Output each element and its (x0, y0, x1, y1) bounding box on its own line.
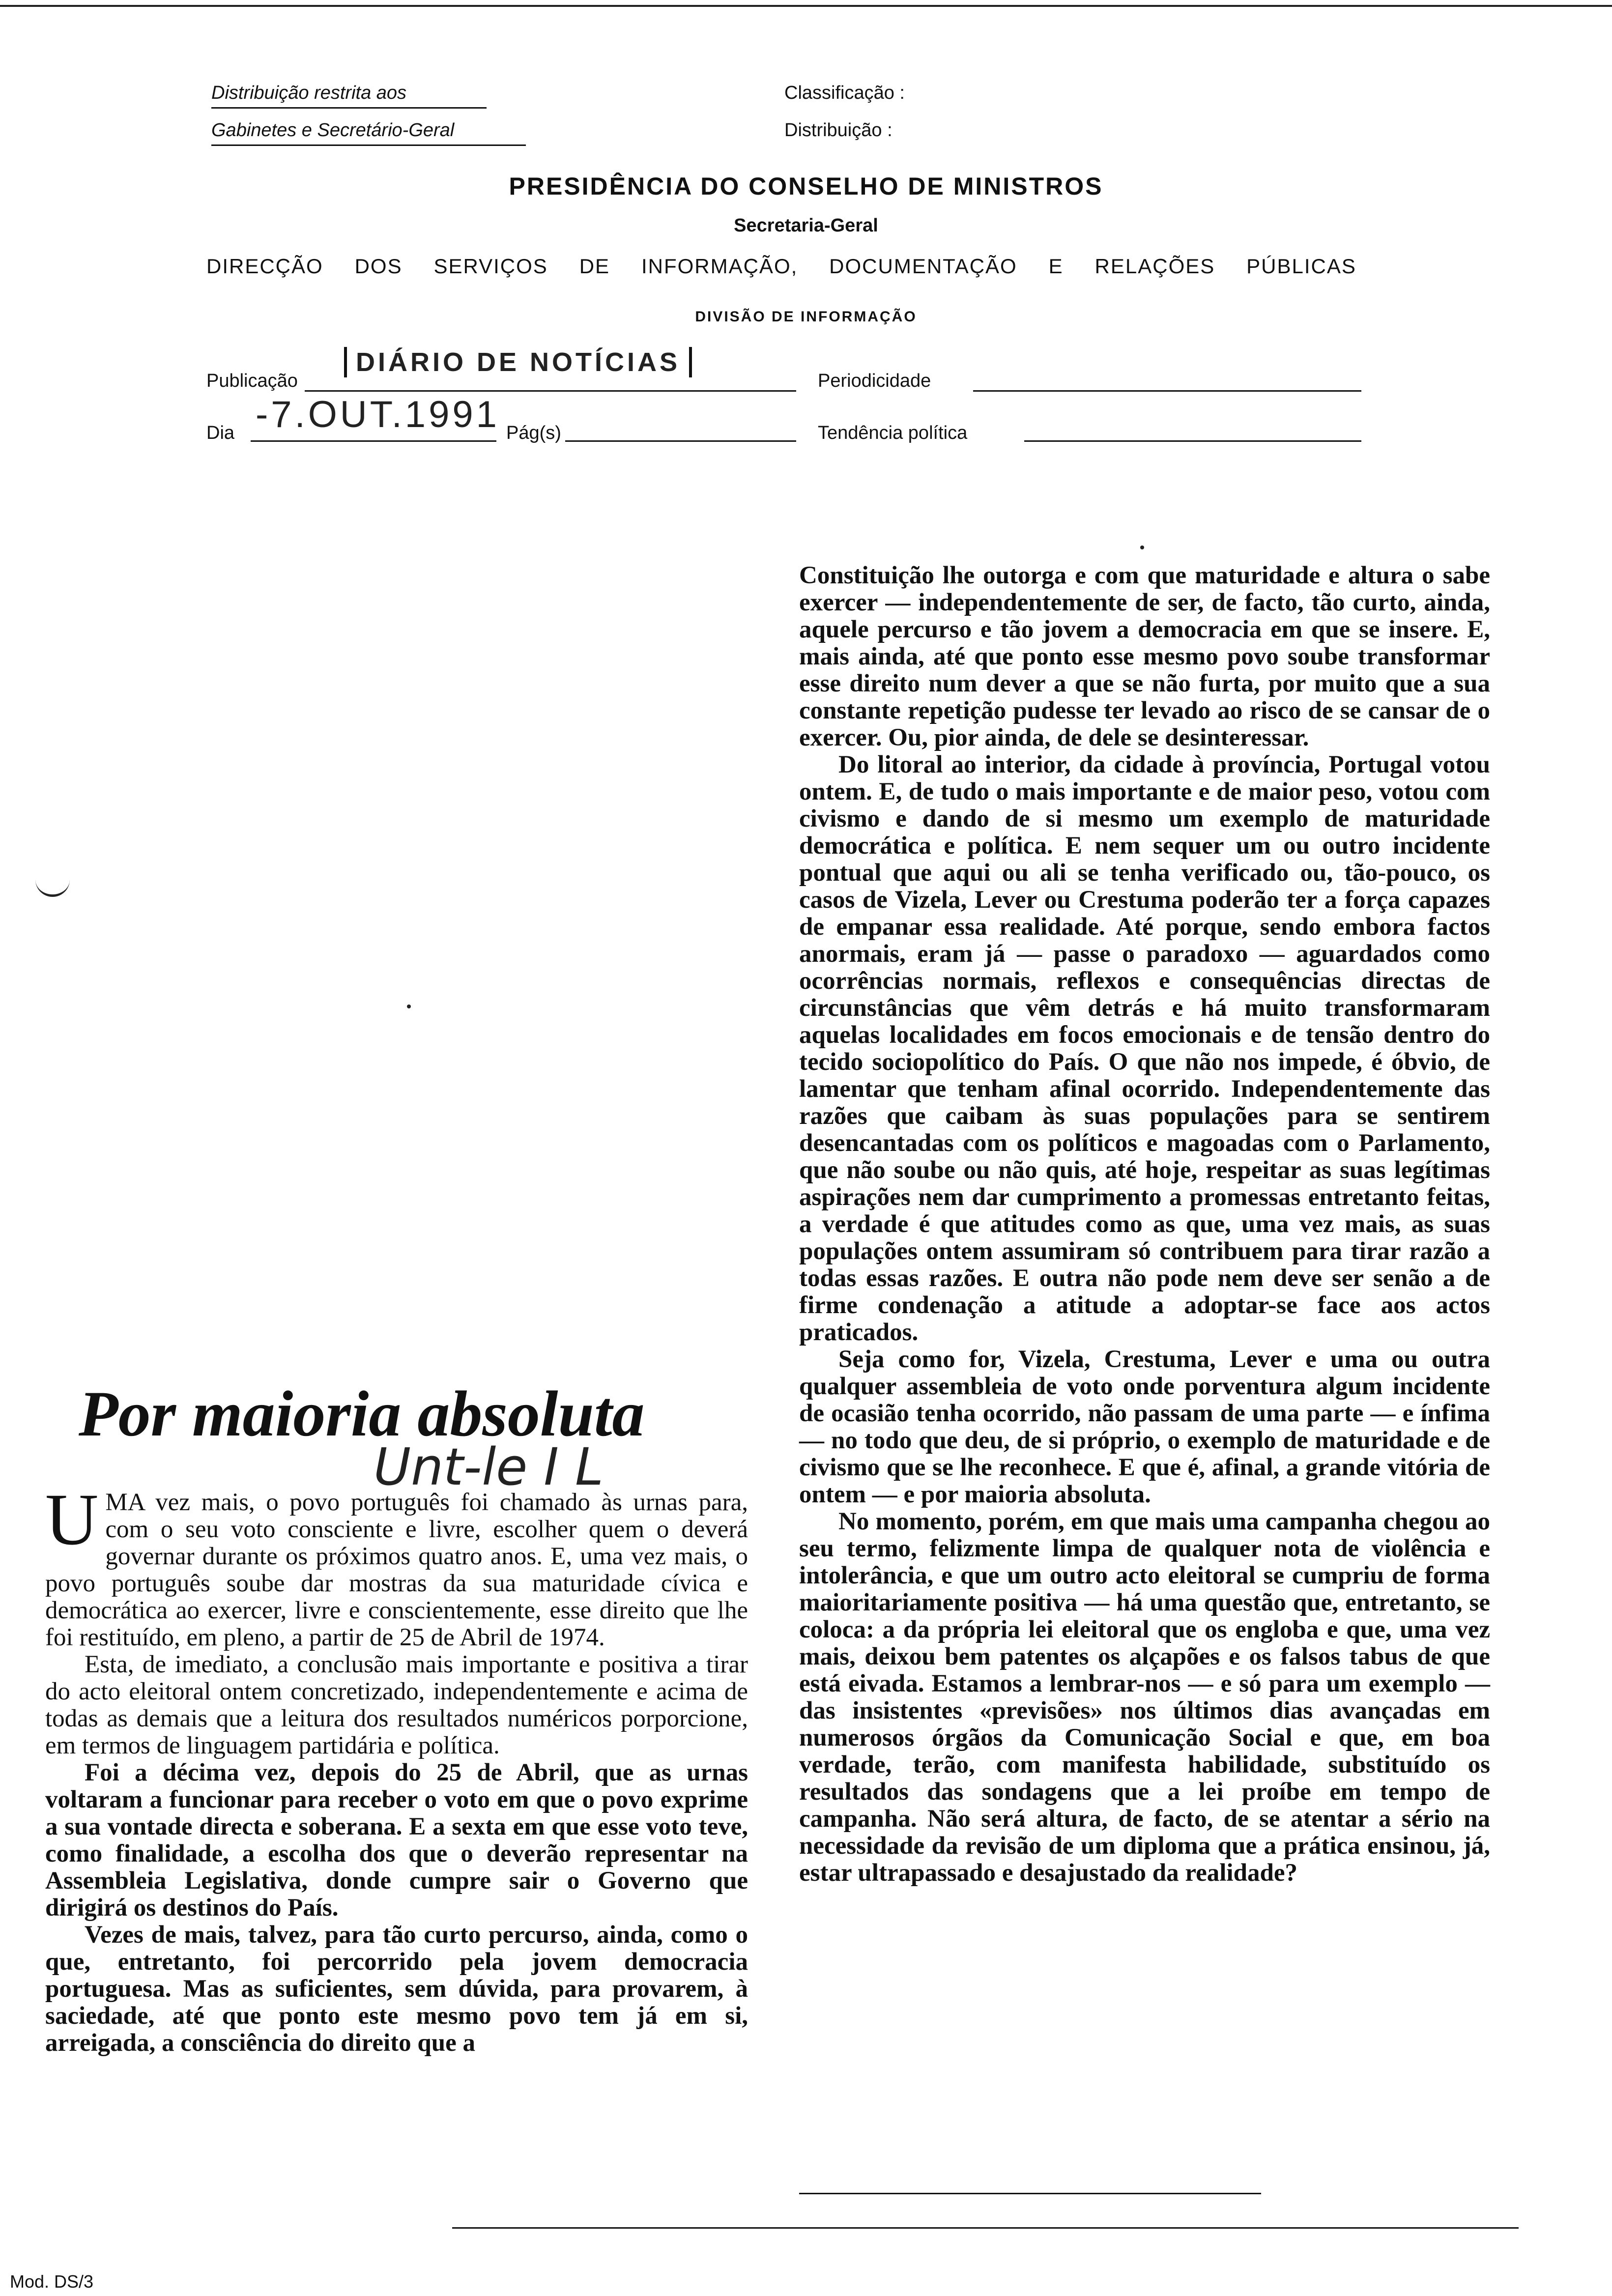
division-label: DIVISÃO DE INFORMAÇÃO (695, 309, 917, 325)
distribution-restriction-line1: Distribuição restrita aos (211, 83, 407, 103)
left-paragraph-4: Vezes de mais, talvez, para tão curto percurso, ainda, como o que, entretanto, foi percorrido pela jovem democracia portuguesa. Mas as suficientes, sem dúvida, para provarem, à saciedade, até que ponto este mesmo povo tem já em si, arreigada, a consciência do direito que a (45, 1921, 748, 2057)
dia-line (251, 440, 496, 442)
underline (211, 144, 526, 146)
right-paragraph-4: No momento, porém, em que mais uma campanha chegou ao seu termo, felizmente limpa de qualquer nota de violência e intolerância, e que um outro acto eleitoral se cumpriu de forma maioritariamente positiva — há uma questão que, entretanto, se coloca: a da própria lei eleitoral que os engloba e que, uma vez mais, deixou bem patentes os alçapões e os falsos tabus de que está eivada. Estamos a lembrar-nos — e só para um exemplo — das insistentes «previsões» nos últimos dias avançadas em numerosos órgãos da Comunicação Social e que, em boa verdade, terão, com manifesta habilidade, substituído os resultados das sondagens que a lei proíbe em tempo de campanha. Não será altura, de facto, de se atentar a sério na necessidade da revisão de um diploma que a prática ensinou, já, estar ultrapassado e desajustado da realidade? (799, 1508, 1490, 1887)
publicacao-label: Publicação (206, 371, 298, 391)
direction-word: RELAÇÕES (1094, 255, 1215, 278)
left-paragraph-2: Esta, de imediato, a conclusão mais importante e positiva a tirar do acto eleitoral ontem concretizado, independentemente e acima de todas as demais que a leitura dos resultados numéricos porporcione, em termos de linguagem partidária e política. (45, 1651, 748, 1759)
direction-word: DOCUMENTAÇÃO (829, 255, 1017, 278)
classificacao-label: Classificação : (784, 83, 905, 103)
pags-line (565, 440, 796, 442)
page-title: PRESIDÊNCIA DO CONSELHO DE MINISTROS (509, 172, 1103, 200)
direction-word: PÚBLICAS (1246, 255, 1356, 278)
tendencia-label: Tendência política (818, 423, 968, 443)
periodicidade-label: Periodicidade (818, 371, 931, 391)
periodicidade-line (973, 390, 1361, 392)
left-paragraph-1: UMA vez mais, o povo português foi chamado às urnas para, com o seu voto consciente e livre, escolher quem o deverá governar durante os próximos quatro anos. E, uma vez mais, o povo português soube dar mostras da sua maturidade cívica e democrática ao exercer, livre e conscientemente, esse direito que lhe foi restituído, em pleno, a partir de 25 de Abril de 1974. (45, 1479, 748, 1651)
direction-word: DIRECÇÃO (206, 255, 323, 278)
article-left-column (45, 1479, 748, 2057)
speck (407, 1004, 411, 1008)
article-headline: Por maioria absoluta (79, 1378, 645, 1450)
publicacao-line (305, 390, 796, 392)
article-right-column (799, 562, 1490, 1887)
direction-word: SERVIÇOS (433, 255, 548, 278)
right-paragraph-1: Constituição lhe outorga e com que maturidade e altura o sabe exercer — independentemente de ser, de facto, tão curto, ainda, aquele percurso e tão jovem a democracia em que se insere. E, mais ainda, até que ponto esse mesmo povo soube transformar esse direito num dever a que se não furta, por muito que a sua constante repetição pudesse ter levado ao risco de se cansar de o exercer. Ou, pior ainda, de dele se desinteressar. (799, 562, 1490, 751)
date-stamp: -7.OUT.1991 (256, 394, 500, 435)
underline (211, 107, 487, 109)
distribuicao-label: Distribuição : (784, 120, 892, 141)
top-rule (0, 5, 1612, 7)
form-model-number: Mod. DS/3 (10, 2271, 94, 2292)
direction-word: DOS (354, 255, 403, 278)
publication-stamp: DIÁRIO DE NOTÍCIAS (344, 347, 692, 377)
distribution-restriction-line2: Gabinetes e Secretário-Geral (211, 120, 455, 141)
tendencia-line (1024, 440, 1361, 442)
speck (1140, 545, 1144, 549)
column-end-rule (799, 2193, 1261, 2194)
drop-cap: U (45, 1479, 99, 1560)
bottom-rule (452, 2227, 1519, 2229)
right-paragraph-2: Do litoral ao interior, da cidade à província, Portugal votou ontem. E, de tudo o mais importante e de maior peso, votou com civismo e dando de si mesmo um exemplo de maturidade democrática e política. E nem sequer um ou outro incidente pontual que aqui ou ali se tenha verificado ou, tão-pouco, os casos de Vizela, Lever ou Crestuma poderão ter a força capazes de empanar essa realidade. Até porque, sendo embora factos anormais, eram já — passe o paradoxo — aguardados como ocorrências normais, reflexos e consequências directas de circunstâncias que vêm detrás e há muito transformaram aquelas localidades em focos emocionais e de tensão dentro do tecido sociopolítico do País. O que não nos impede, é óbvio, de lamentar que tenham afinal ocorrido. Independentemente das razões que caibam às suas populações para se sentirem desencantadas com os políticos e magoadas com o Parlamento, que não soube ou não quis, até hoje, respeitar as suas legítimas aspirações nem dar cumprimento a promessas entretanto feitas, a verdade é que atitudes como as que, uma vez mais, as suas populações ontem assumiram só contribuem para tirar razão a todas essas razões. E outra não pode nem deve ser senão a de firme condenação a atitude a adoptar-se face aos actos praticados. (799, 751, 1490, 1346)
direction-word: E (1048, 255, 1064, 278)
page-subtitle: Secretaria-Geral (734, 215, 878, 236)
direction-word: DE (579, 255, 610, 278)
pags-label: Pág(s) (506, 423, 561, 443)
direction-line (206, 255, 1356, 278)
handwritten-annotation: Unt-le I L (374, 1437, 604, 1497)
left-paragraph-3: Foi a décima vez, depois do 25 de Abril, que as urnas voltaram a funcionar para receber o voto em que o povo exprime a sua vontade directa e soberana. E a sexta em que esse voto teve, como finalidade, a escolha dos que o deverão representar na Assembleia Legislativa, donde cumpre sair o Governo que dirigirá os destinos do País. (45, 1759, 748, 1922)
direction-word: INFORMAÇÃO, (641, 255, 798, 278)
margin-mark (35, 875, 70, 897)
dia-label: Dia (206, 423, 235, 443)
right-paragraph-3: Seja como for, Vizela, Crestuma, Lever e uma ou outra qualquer assembleia de voto onde porventura algum incidente de ocasião tenha ocorrido, não passam de uma parte — e ínfima — no todo que deu, de si próprio, o exemplo de maturidade e de civismo que se lhe reconhece. E que é, afinal, a grande vitória de ontem — e por maioria absoluta. (799, 1346, 1490, 1508)
